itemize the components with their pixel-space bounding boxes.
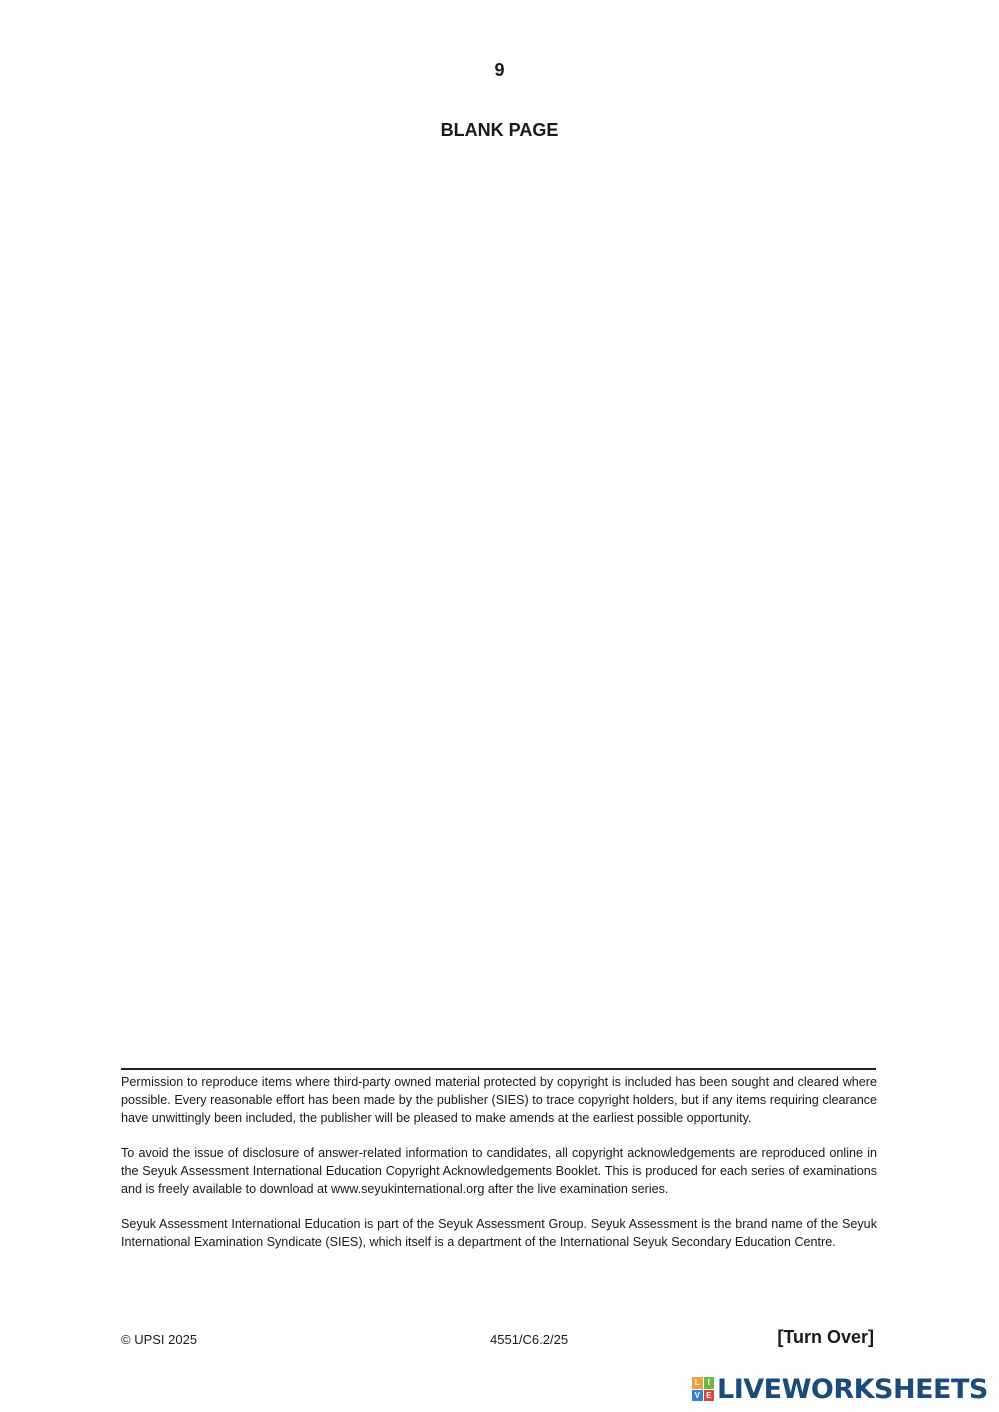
- copyright-notes: [121, 1073, 877, 1268]
- logo-tiles-icon: [692, 1377, 714, 1401]
- footer-copyright: © UPSI 2025: [121, 1332, 198, 1347]
- logo-tile-l: L: [692, 1377, 703, 1389]
- divider: [121, 1068, 876, 1070]
- page-number: 9: [494, 60, 505, 80]
- logo-tile-e: E: [704, 1390, 715, 1402]
- footer-turn-over: [Turn Over]: [777, 1327, 874, 1347]
- disclosure-paragraph: To avoid the issue of disclosure of answer-related information to candidates, all copyright acknowledgements are reproduced online in the Seyuk Assessment International Education Copyright Acknowledgements Booklet. This is produced for each series of examinations and is freely available to download at www.seyukinternational.org after the live examination series.: [121, 1146, 877, 1196]
- logo-text: LIVEWORKSHEETS: [717, 1373, 988, 1405]
- page-title: BLANK PAGE: [440, 120, 559, 140]
- organisation-paragraph: Seyuk Assessment International Education is part of the Seyuk Assessment Group. Seyuk Assessment is the brand name of the Seyuk International Examination Syndicate (SIES), which itself is a department of the International Seyuk Secondary Education Centre.: [121, 1217, 877, 1249]
- logo-tile-i: I: [704, 1377, 715, 1389]
- liveworksheets-logo[interactable]: [692, 1374, 988, 1404]
- logo-tile-v: V: [692, 1390, 703, 1402]
- footer-paper-code: 4551/C6.2/25: [490, 1332, 569, 1347]
- permission-paragraph: Permission to reproduce items where third-party owned material protected by copyright is included has been sought and cleared where possible. Every reasonable effort has been made by the publisher (SIES) to trace copyright holders, but if any items requiring clearance have unwittingly been included, the publisher will be pleased to make amends at the earliest possible opportunity.: [121, 1075, 877, 1125]
